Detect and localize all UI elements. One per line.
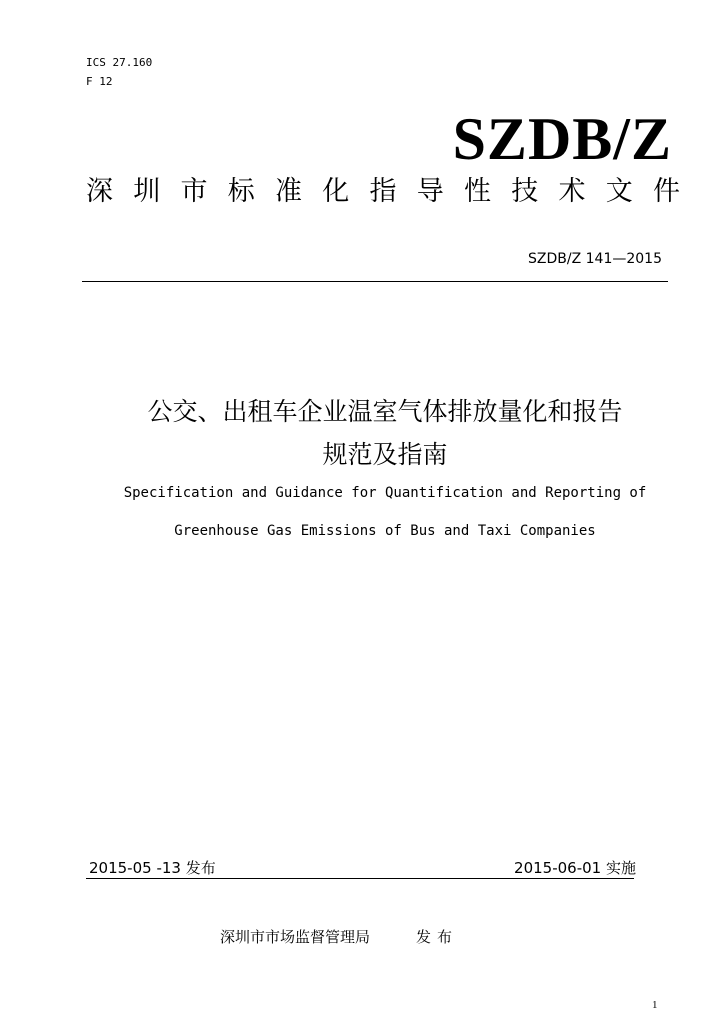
ccs-code: F 12 — [86, 75, 113, 88]
issue-date: 2015-05 -13 发布 — [89, 859, 216, 877]
document-type-char: 指 — [369, 176, 397, 207]
title-english-line-1: Specification and Guidance for Quantification and Reporting of — [123, 485, 647, 501]
ics-code: ICS 27.160 — [86, 56, 153, 69]
document-type-char: 准 — [275, 176, 302, 207]
title-chinese-line-1: 公交、出租车企业温室气体排放量化和报告 — [147, 397, 623, 426]
title-chinese-line-2: 规范及指南 — [322, 440, 448, 469]
document-type-char: 圳 — [133, 176, 161, 207]
document-type-char: 技 — [511, 176, 539, 207]
document-type-char: 性 — [464, 176, 491, 207]
document-type-char: 文 — [605, 176, 633, 207]
header-divider — [82, 281, 668, 282]
footer-divider — [86, 878, 634, 879]
implementation-date: 2015-06-01 实施 — [514, 859, 636, 877]
page-number: 1 — [652, 999, 658, 1011]
standard-mark: SZDB/Z — [452, 106, 672, 172]
document-type-char: 术 — [558, 176, 586, 207]
standard-number: SZDB/Z 141—2015 — [528, 251, 662, 267]
issuing-authority: 深圳市市场监督管理局 — [220, 928, 371, 946]
document-type-char: 深 — [86, 176, 113, 207]
document-type-char: 件 — [653, 176, 680, 207]
document-type-char: 市 — [180, 176, 208, 207]
document-type-char: 化 — [322, 176, 350, 207]
document-type-char: 标 — [227, 176, 255, 207]
document-type-char: 导 — [416, 176, 444, 207]
title-english-line-2: Greenhouse Gas Emissions of Bus and Taxi Companies — [174, 523, 596, 539]
issue-action: 发布 — [416, 928, 459, 946]
document-type — [86, 172, 680, 212]
